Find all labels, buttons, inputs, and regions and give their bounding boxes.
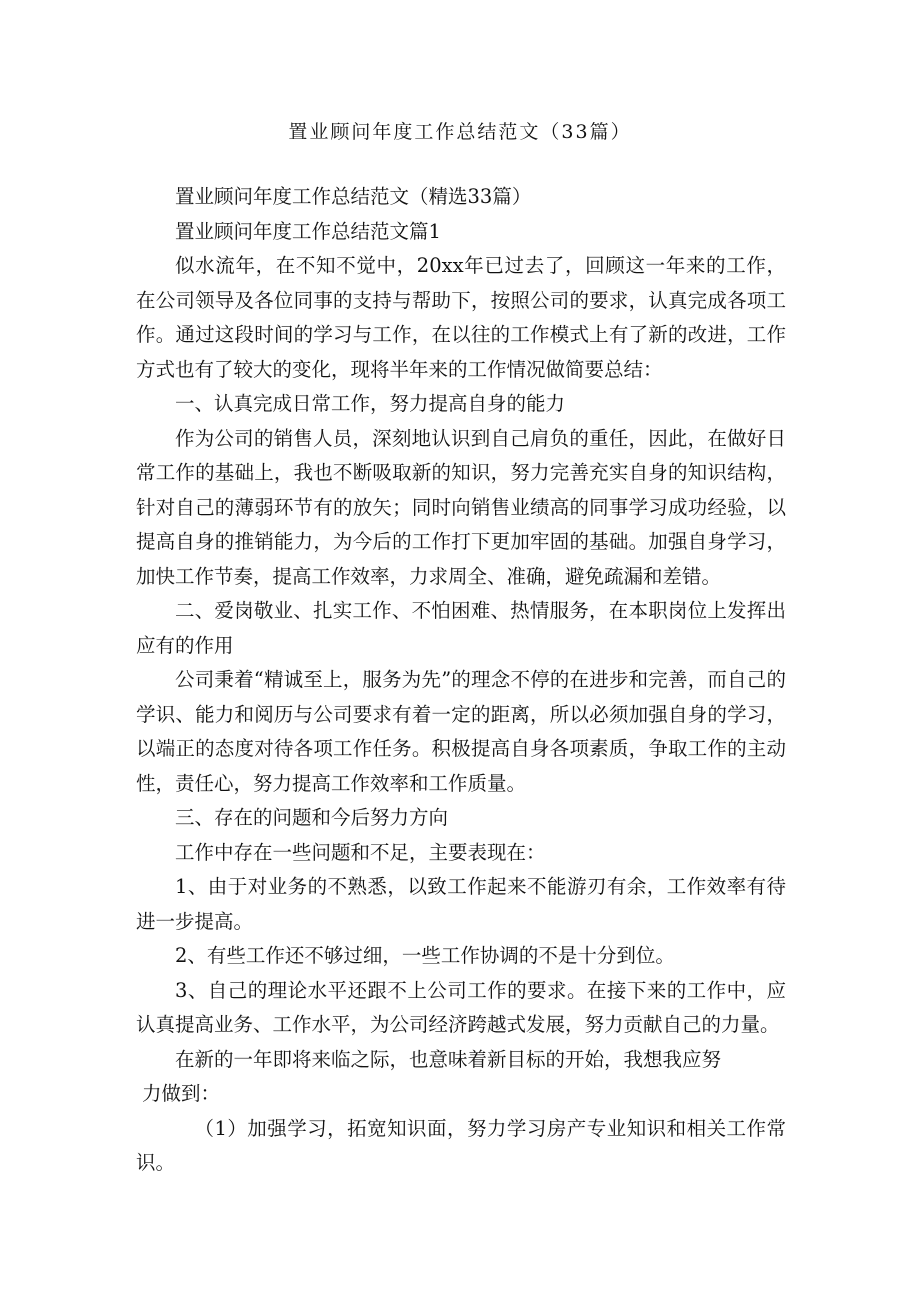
paragraph-new-year: 在新的一年即将来临之际，也意味着新目标的开始，我想我应努 [175, 1047, 722, 1071]
goal-item-1: （1）加强学习，拓宽知识面，努力学习房产专业知识和相关工作常识。 [136, 1116, 786, 1174]
paragraph-one: 作为公司的销售人员，深刻地认识到自己肩负的重任，因此，在做好日常工作的基础上，我也不断吸取新的知识，努力完善充实自身的知识结构，针对自己的薄弱环节有的放矢；同时向销售业绩高的同事学习成功经验，以提高自身的推销能力，为今后的工作打下更加牢固的基础。加强自身学习，加快工作节奏，提高工作效率，力求周全、准确，避免疏漏和差错。 [136, 426, 786, 588]
section-heading-article-1: 置业顾问年度工作总结范文篇1 [175, 219, 441, 243]
paragraph-intro: 似水流年，在不知不觉中，20xx年已过去了，回顾这一年来的工作，在公司领导及各位同事的支持与帮助下，按照公司的要求，认真完成各项工作。通过这段时间的学习与工作，在以往的工作模式上有了新的改进，工作方式也有了较大的变化，现将半年来的工作情况做简要总结： [136, 254, 786, 381]
list-item-1: 1、由于对业务的不熟悉，以致工作起来不能游刃有余，工作效率有待进一步提高。 [136, 875, 786, 933]
paragraph-two: 公司秉着“精诚至上，服务为先”的理念不停的在进步和完善，而自己的学识、能力和阅历与公司要求有着一定的距离，所以必须加强自身的学习，以端正的态度对待各项工作任务。积极提高自身各项素质，争取工作的主动性，责任心，努力提高工作效率和工作质量。 [136, 668, 786, 795]
list-item-3: 3、自己的理论水平还跟不上公司工作的要求。在接下来的工作中，应认真提高业务、工作水平，为公司经济跨越式发展，努力贡献自己的力量。 [136, 978, 786, 1036]
document-title: 置业顾问年度工作总结范文（33篇） [288, 121, 632, 143]
subtitle: 置业顾问年度工作总结范文（精选33篇） [175, 185, 532, 208]
paragraph-new-year-continued: 力做到： [142, 1082, 221, 1105]
document-body [136, 180, 786, 1181]
heading-one: 一、认真完成日常工作，努力提高自身的能力 [175, 392, 566, 415]
heading-two: 二、爱岗敬业、扎实工作、不怕困难、热情服务，在本职岗位上发挥出应有的作用 [136, 599, 786, 657]
heading-three: 三、存在的问题和今后努力方向 [175, 806, 449, 829]
paragraph-problems-intro: 工作中存在一些问题和不足，主要表现在： [175, 840, 546, 864]
list-item-2: 2、有些工作还不够过细，一些工作协调的不是十分到位。 [175, 944, 675, 967]
